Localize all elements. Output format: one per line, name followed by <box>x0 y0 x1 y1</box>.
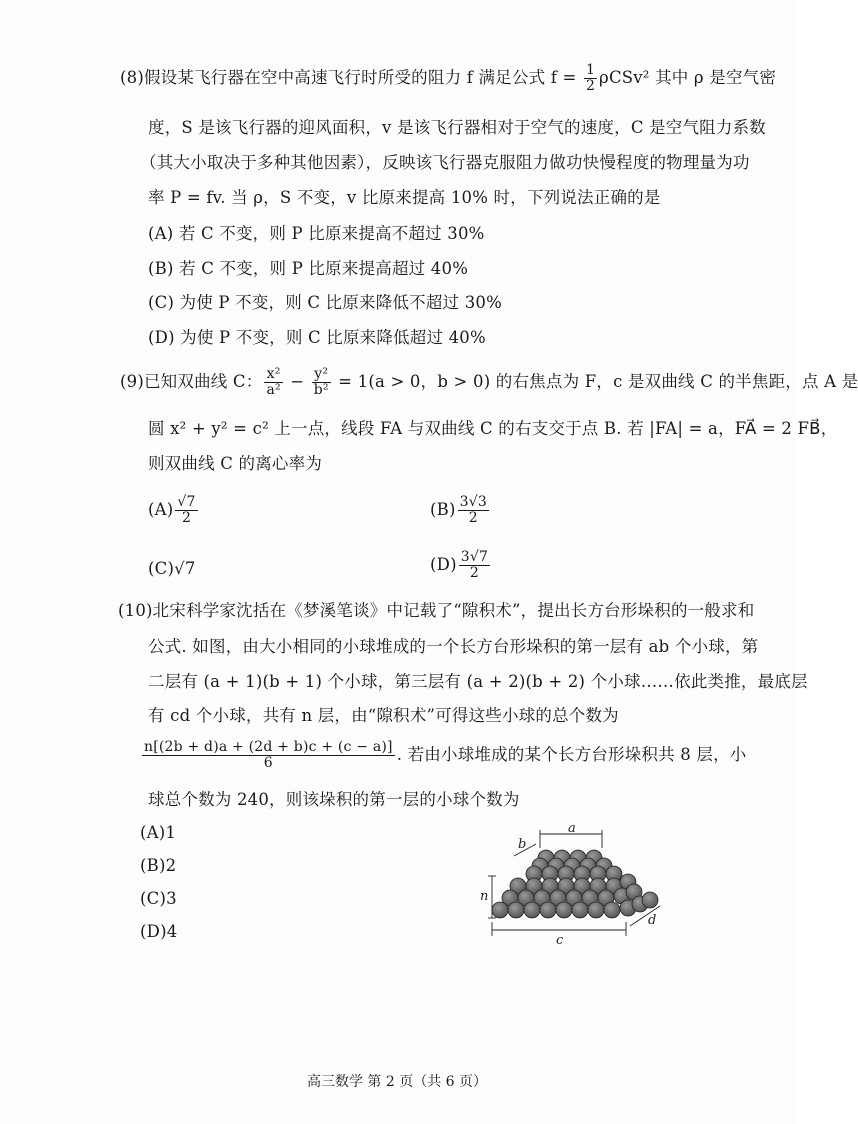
q8-text-post: ρCSv² 其中 ρ 是空气密 <box>599 68 777 87</box>
q10-line-3: 二层有 (a + 1)(b + 1) 个小球，第三层有 (a + 2)(b + 2) 个小球……依此类推，最底层 <box>148 672 808 691</box>
q9-option-a: (A) $\frac{√7}{2}$ <box>148 494 196 526</box>
fig-label-d: d <box>648 913 657 928</box>
q9-text-post: = 1(a > 0，b > 0) 的右焦点为 F，c 是双曲线 C 的半焦距，点 A 是 <box>332 372 858 391</box>
q9-fraction-y: $\frac{\text{y²}}{\text{b²}}$ <box>313 366 329 398</box>
q8-text-pre: (8)假设某飞行器在空中高速飞行时所受的阻力 f 满足公式 f = <box>120 68 582 87</box>
q10-option-b: (B)2 <box>140 856 177 875</box>
q10-line-1: (10)北宋科学家沈括在《梦溪笔谈》中记载了“隙积术”，提出长方台形垛积的一般求和 <box>118 601 755 620</box>
q8-fraction: $\frac{1}{2}$ <box>585 62 596 94</box>
q8-option-d: (D) 为使 P 不变，则 C 比原来降低超过 40% <box>148 328 486 347</box>
q10-line-4: 有 cd 个小球，共有 n 层，由“隙积术”可得这些小球的总个数为 <box>148 706 619 725</box>
q10-option-d: (D)4 <box>140 922 178 941</box>
q9-option-c: (C)√7 <box>148 559 196 578</box>
ball-pile-figure <box>478 820 678 950</box>
q8-option-c: (C) 为使 P 不变，则 C 比原来降低不超过 30% <box>148 293 502 312</box>
q8-option-a: (A) 若 C 不变，则 P 比原来提高不超过 30% <box>148 224 485 243</box>
fig-label-n: n <box>480 889 489 904</box>
q10-line-6: 球总个数为 240，则该垛积的第一层的小球个数为 <box>148 790 520 809</box>
page-footer: 高三数学 第 2 页（共 6 页） <box>306 1074 488 1090</box>
q10-line-2: 公式. 如图，由大小相同的小球堆成的一个长方台形垛积的第一层有 ab 个小球，第 <box>148 637 759 656</box>
q9-line-1 <box>120 367 858 398</box>
q10-text-post: . 若由小球堆成的某个长方台形垛积共 8 层，小 <box>396 745 747 764</box>
fig-label-b: b <box>518 837 527 852</box>
q10-formula: $\frac{n[(2b + d)a + (2d + b)c + (c - a)]}{6}$ <box>144 739 393 771</box>
q9-line-3: 则双曲线 C 的离心率为 <box>148 454 323 473</box>
ball-pile <box>492 850 658 918</box>
q8-option-b: (B) 若 C 不变，则 P 比原来提高超过 40% <box>148 259 469 278</box>
q10-line-5 <box>140 740 747 771</box>
q9-option-b: (B) $\frac{3√3}{2}$ <box>430 494 487 526</box>
q9-text-pre: (9)已知双曲线 C： <box>120 372 263 391</box>
q8-line-4: 率 P = fv. 当 ρ，S 不变，v 比原来提高 10% 时，下列说法正确的是 <box>148 188 661 207</box>
q10-option-a: (A)1 <box>140 823 177 842</box>
fig-label-c: c <box>556 933 564 948</box>
q10-option-c: (C)3 <box>140 889 177 908</box>
q9-option-d: (D) $\frac{3√7}{2}$ <box>430 549 489 581</box>
q8-line-2: 度，S 是该飞行器的迎风面积，v 是该飞行器相对于空气的速度，C 是空气阻力系数 <box>148 118 766 137</box>
q8-line-3: （其大小取决于多种其他因素），反映该飞行器克服阻力做功快慢程度的物理量为功 <box>140 153 750 172</box>
fig-label-a: a <box>568 821 576 836</box>
q9-line-2: 圆 x² + y² = c² 上一点，线段 FA 与双曲线 C 的右支交于点 B. 若 |FA| = a，FA⃗ = 2 FB⃗， <box>148 419 838 438</box>
q8-line-1 <box>120 63 776 94</box>
q9-fraction-x: $\frac{\text{x²}}{\text{a²}}$ <box>266 366 281 398</box>
q9-minus: − <box>284 372 310 391</box>
